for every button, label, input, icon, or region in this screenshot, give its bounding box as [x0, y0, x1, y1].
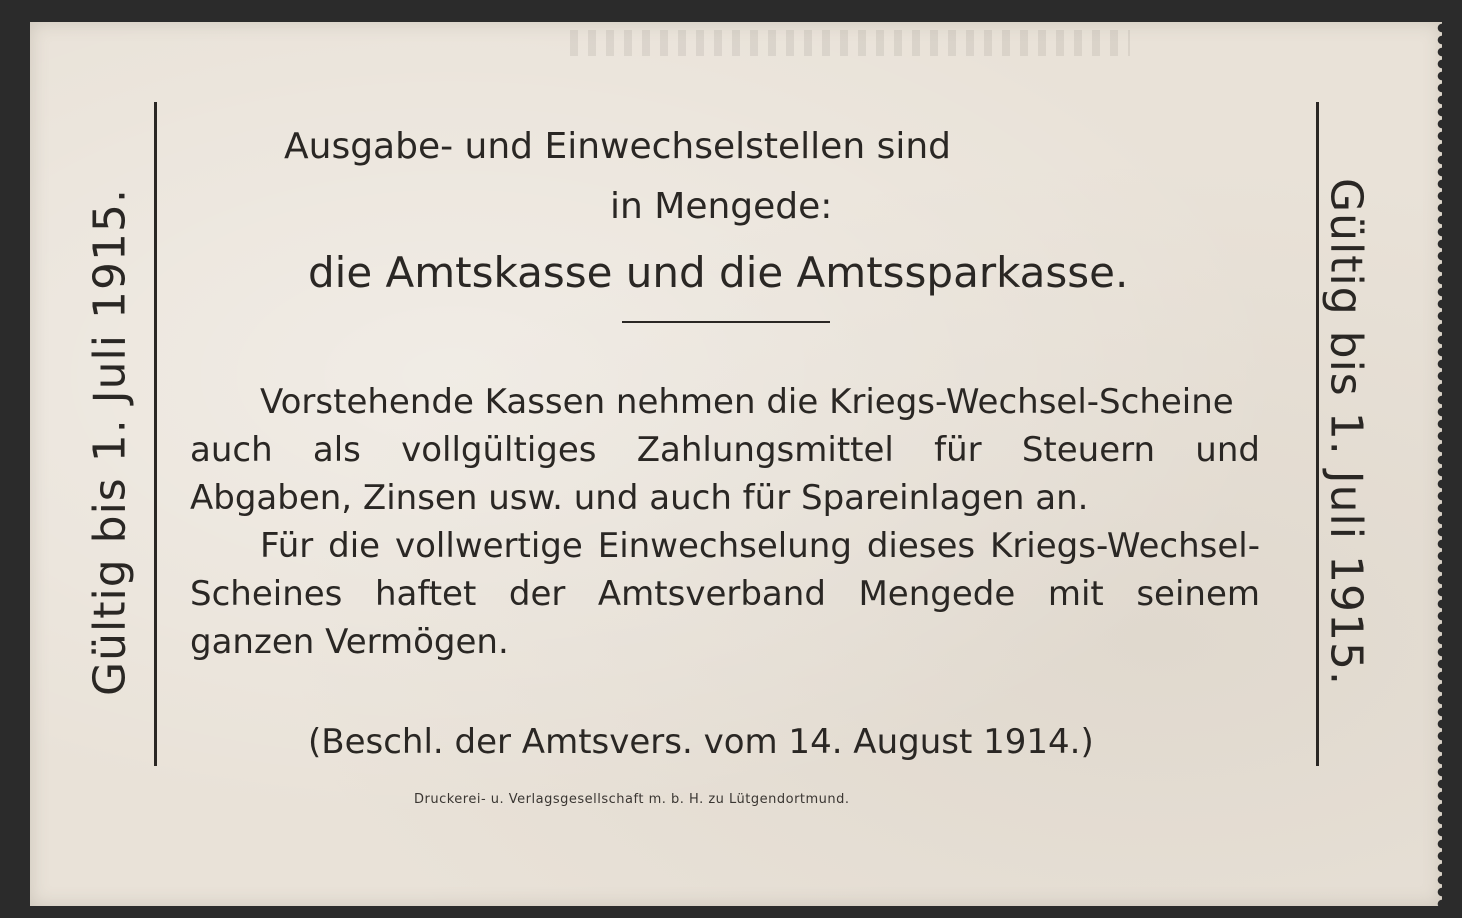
body-line-3: Abgaben, Zinsen usw. und auch für Spareinlagen an.: [190, 478, 1089, 518]
resolution-note: (Beschl. der Amtsvers. vom 14. August 1914.): [308, 722, 1094, 762]
bleed-through-print: [570, 30, 1130, 56]
left-border-rule: [154, 102, 157, 766]
body-line-4: Für die vollwertige Einwechselung dieses Kriegs-Wechsel-: [260, 526, 1260, 566]
body-line-5: Scheines haftet der Amtsverband Mengede mit seinem: [190, 574, 1260, 614]
heading-line-1: Ausgabe- und Einwechselstellen sind: [284, 126, 952, 167]
perforated-edge: [1428, 22, 1442, 906]
heading-line-3: die Amtskasse und die Amtssparkasse.: [308, 248, 1129, 297]
heading-line-2: in Mengede:: [610, 186, 833, 227]
validity-text-right: Gültig bis 1. Juli 1915.: [1320, 178, 1372, 686]
body-line-1: Vorstehende Kassen nehmen die Kriegs-Wechsel-Scheine: [260, 382, 1234, 422]
printer-imprint: Druckerei- u. Verlagsgesellschaft m. b. H. zu Lütgendortmund.: [414, 792, 850, 807]
body-line-2: auch als vollgültiges Zahlungsmittel für Steuern und: [190, 430, 1260, 470]
validity-text-left: Gültig bis 1. Juli 1915.: [84, 188, 136, 696]
divider-rule: [622, 321, 830, 323]
war-exchange-note-back: [30, 22, 1442, 906]
body-line-6: ganzen Vermögen.: [190, 622, 509, 662]
right-border-rule: [1316, 102, 1319, 766]
